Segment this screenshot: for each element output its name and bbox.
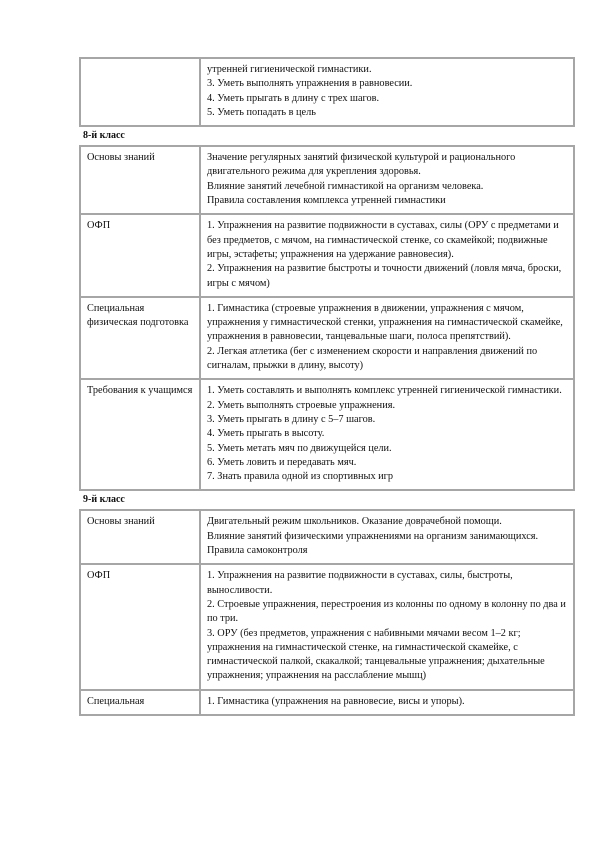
document-page	[79, 57, 566, 716]
label-cell: ОФП	[80, 214, 200, 296]
table-row	[80, 690, 574, 715]
content-line: 2. Уметь выполнять строевые упражнения.	[207, 399, 396, 411]
table-grade-9	[79, 509, 575, 716]
content-cell	[200, 564, 574, 689]
table-top-continuation	[79, 57, 575, 127]
content-cell	[200, 146, 574, 214]
content-line: 2. Строевые упражнения, перестроения из колонны по одному в колонну по два и по три.	[207, 598, 566, 625]
table-row	[80, 510, 574, 564]
content-line: 3. Уметь прыгать в длину с 5–7 шагов.	[207, 413, 376, 425]
table-row	[80, 146, 574, 214]
content-line: 3. ОРУ (без предметов, упражнения с набивными мячами весом 1–2 кг; упражнения на гимнастической стенке, на гимнастической скамейке, с гимнастической палкой, скакалкой; танцевальные упражнения; дыхательные упражнения; упражнения на расслабление мышц)	[207, 627, 545, 682]
content-line: 7. Знать правила одной из спортивных игр	[207, 471, 394, 483]
content-line: 1. Уметь составлять и выполнять комплекс утренней гигиенической гимнастики.	[207, 385, 562, 397]
table-row	[80, 564, 574, 689]
table-row	[80, 58, 574, 126]
content-line: 2. Легкая атлетика (бег с изменением скорости и направления движений по сигналам, прыжки в длину, высоту)	[207, 345, 538, 372]
content-cell	[200, 214, 574, 296]
grade-8-heading: 8-й класс	[83, 130, 125, 142]
content-line: 5. Уметь метать мяч по движущейся цели.	[207, 442, 392, 454]
content-line: 2. Упражнения на развитие быстроты и точности движений (ловля мяча, броски, игры с мячом)	[207, 263, 562, 289]
content-cell	[200, 379, 574, 490]
content-line: 3. Уметь выполнять упражнения в равновесии.	[207, 78, 413, 90]
label-cell	[80, 58, 200, 126]
content-line: Двигательный режим школьников. Оказание доврачебной помощи.	[207, 516, 502, 528]
label-cell: Основы знаний	[80, 510, 200, 564]
content-line: Влияние занятий физическими упражнениями на организм занимающихся. Правила самоконтроля	[207, 530, 539, 557]
content-cell	[200, 58, 574, 126]
content-line: 4. Уметь прыгать в длину с трех шагов.	[207, 92, 380, 104]
table-row	[80, 297, 574, 379]
content-line: 4. Уметь прыгать в высоту.	[207, 428, 325, 440]
table-row	[80, 379, 574, 490]
content-line: 1. Упражнения на развитие подвижности в суставах, силы, быстроты, выносливости.	[207, 570, 513, 596]
content-line: Значение регулярных занятий физической культурой и рационального двигательного режима для укрепления здоровья.	[207, 152, 516, 178]
content-line: 1. Упражнения на развитие подвижности в суставах, силы (ОРУ с предметами и без предметов, с мячом, на гимнастической стенке, со скамейкой; подвижные игры, эстафеты; упражнения на удержание равновесия).	[207, 220, 559, 260]
content-line: 1. Гимнастика (строевые упражнения в движении, упражнения с мячом, упражнения у гимнастической стенки, упражнения на гимнастической скамейке, упражнения в равновесии, танцевальные шаги, полоса препятствий).	[207, 302, 563, 343]
content-line: 6. Уметь ловить и передавать мяч.	[207, 456, 357, 468]
label-cell: Требования к учащимся	[80, 379, 200, 490]
content-line: утренней гигиенической гимнастики.	[207, 64, 372, 75]
content-line: Правила составления комплекса утренней гимнастики	[207, 195, 446, 207]
label-cell: Основы знаний	[80, 146, 200, 214]
content-cell	[200, 690, 574, 715]
table-row	[80, 214, 574, 296]
label-cell: Специальная	[80, 690, 200, 715]
table-grade-8	[79, 145, 575, 491]
content-line: 1. Гимнастика (упражнения на равновесие, висы и упоры).	[207, 695, 465, 707]
label-cell: Специальная физическая подготовка	[80, 297, 200, 379]
content-line: 5. Уметь попадать в цель	[207, 106, 316, 118]
content-cell	[200, 510, 574, 564]
label-cell: ОФП	[80, 564, 200, 689]
content-cell	[200, 297, 574, 379]
content-line: Влияние занятий лечебной гимнастикой на организм человека.	[207, 180, 484, 192]
grade-9-heading: 9-й класс	[83, 494, 125, 506]
